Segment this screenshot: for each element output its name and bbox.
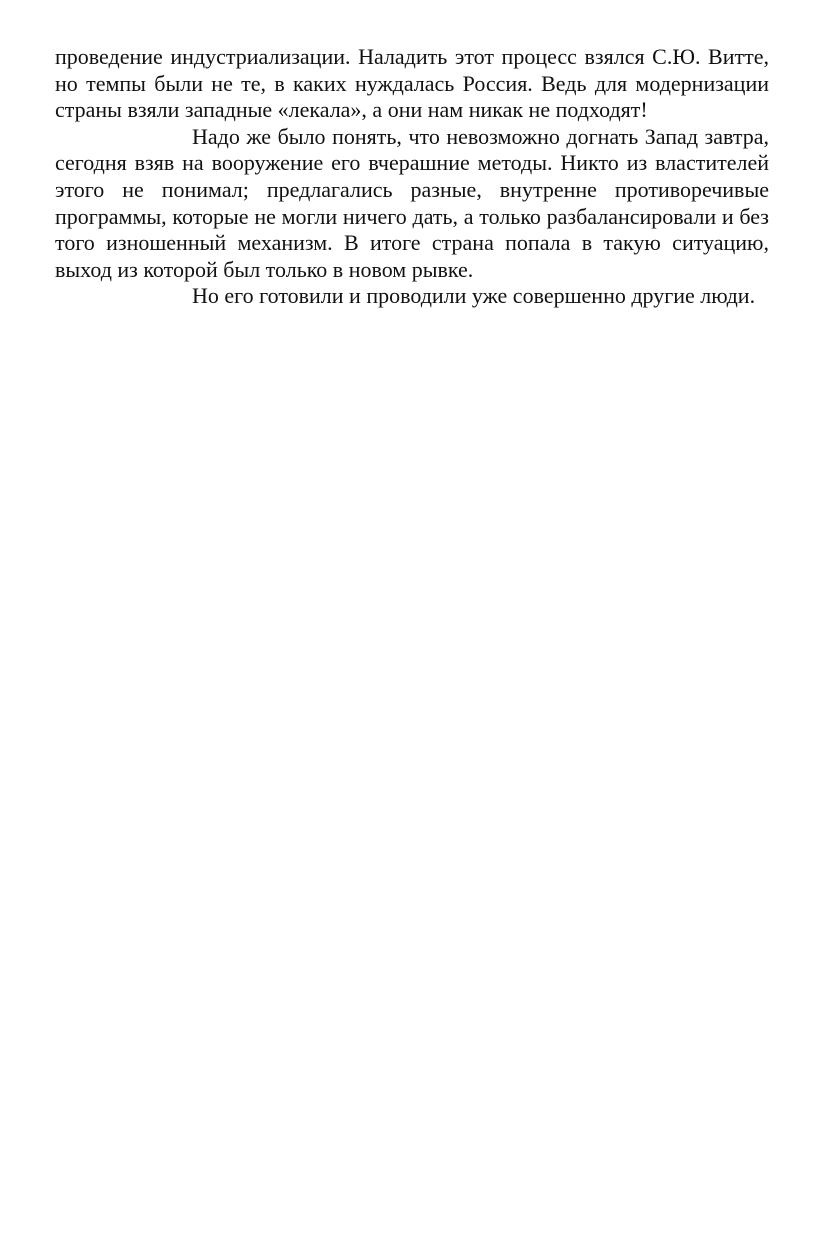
paragraph-2: Надо же было понять, что невозможно догнать Запад завтра, сегодня взяв на вооружение его вчерашние методы. Никто из властителей этого не понимал; предлагались разные, внутренне противоречивые программы, которые не могли ничего дать, а только разбалансировали и без того изношенный механизм. В итоге страна попала в такую ситуацию, выход из которой был только в новом рывке. (55, 123, 769, 282)
paragraph-3: Но его готовили и проводили уже совершенно другие люди. (192, 283, 756, 309)
body-text (55, 44, 769, 310)
paragraph-1: проведение индустриализации. Наладить этот процесс взялся С.Ю. Витте, но темпы были не те, в каких нуждалась Россия. Ведь для модернизации страны взяли западные «лекала», а они нам никак не подходят! (55, 44, 769, 123)
